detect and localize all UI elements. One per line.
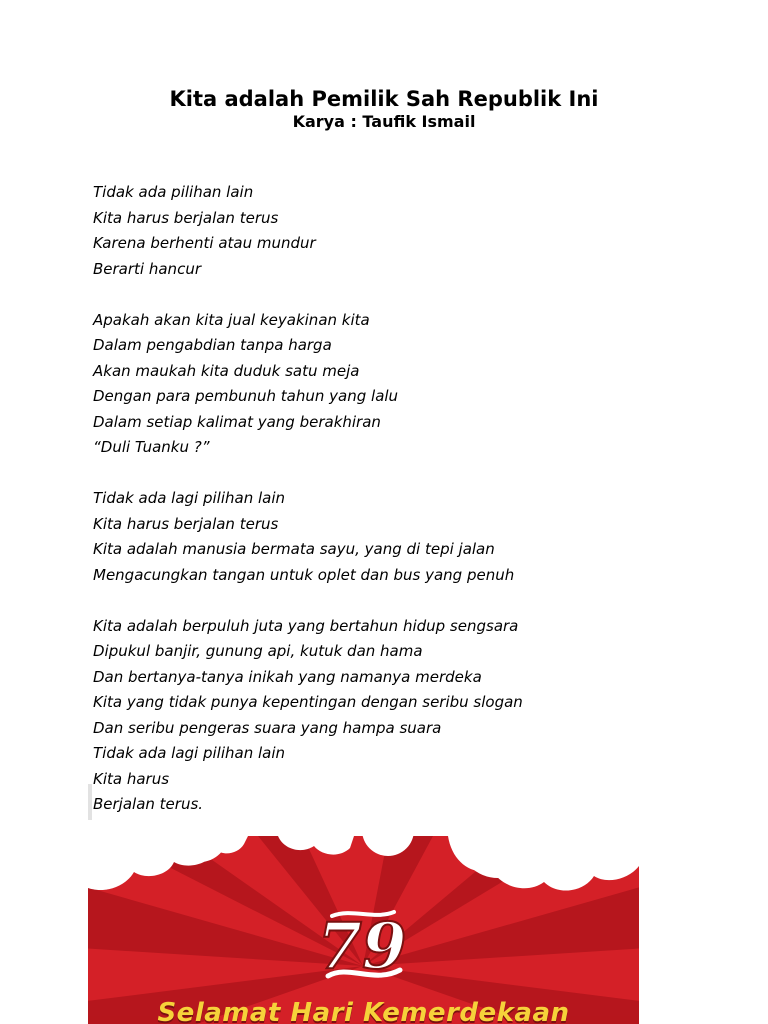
poem-line: Dalam pengabdian tanpa harga	[93, 336, 332, 354]
stanza-3	[93, 486, 653, 588]
poem-line: Dan bertanya-tanya inikah yang namanya merdeka	[93, 667, 482, 686]
banner-greeting: Selamat Hari Kemerdekaan	[157, 998, 570, 1024]
stanza-break	[93, 461, 653, 487]
poem-line: Kita harus berjalan terus	[93, 514, 279, 533]
poem-line: Mengacungkan tangan untuk oplet dan bus yang penuh	[93, 565, 515, 584]
text-cursor-margin	[88, 784, 92, 820]
poem-line: Dipukul banjir, gunung api, kutuk dan hama	[93, 642, 423, 660]
poem-line: Kita adalah manusia bermata sayu, yang di tepi jalan	[93, 540, 495, 558]
stanza-2	[93, 308, 653, 461]
poem-line: Kita harus	[93, 769, 170, 788]
poem-line: Tidak ada pilihan lain	[93, 183, 254, 201]
poem-title: Kita adalah Pemilik Sah Republik Ini	[169, 87, 599, 111]
poem-line: Kita harus berjalan terus	[93, 208, 279, 227]
poem-line: Tidak ada lagi pilihan lain	[93, 489, 286, 507]
flag-79-logo-icon	[317, 909, 406, 984]
independence-day-banner	[88, 836, 639, 1024]
stanza-4	[93, 614, 653, 818]
stanza-break	[93, 588, 653, 614]
poem-line: Kita yang tidak punya kepentingan dengan seribu slogan	[93, 693, 523, 711]
poem-line: Dan seribu pengeras suara yang hampa suara	[93, 718, 442, 737]
poem-line: Berarti hancur	[93, 259, 201, 278]
poem-line: Dalam setiap kalimat yang berakhiran	[93, 412, 381, 431]
poem-line: Apakah akan kita jual keyakinan kita	[93, 310, 370, 329]
poem-line: Berjalan terus.	[93, 795, 204, 813]
stanza-1	[93, 180, 653, 282]
logo-number: 79	[317, 909, 407, 984]
poem-line: Tidak ada lagi pilihan lain	[93, 744, 286, 762]
poem-line: Kita adalah berpuluh juta yang bertahun hidup sengsara	[93, 616, 519, 635]
poem-line: Dengan para pembunuh tahun yang lalu	[93, 387, 399, 405]
poem-body	[93, 180, 653, 818]
poem-line: “Duli Tuanku ?”	[93, 438, 210, 456]
poem-author: Karya : Taufik Ismail	[292, 112, 476, 131]
poem-line: Akan maukah kita duduk satu meja	[93, 361, 360, 380]
stanza-break	[93, 282, 653, 308]
poem-line: Karena berhenti atau mundur	[93, 234, 316, 252]
